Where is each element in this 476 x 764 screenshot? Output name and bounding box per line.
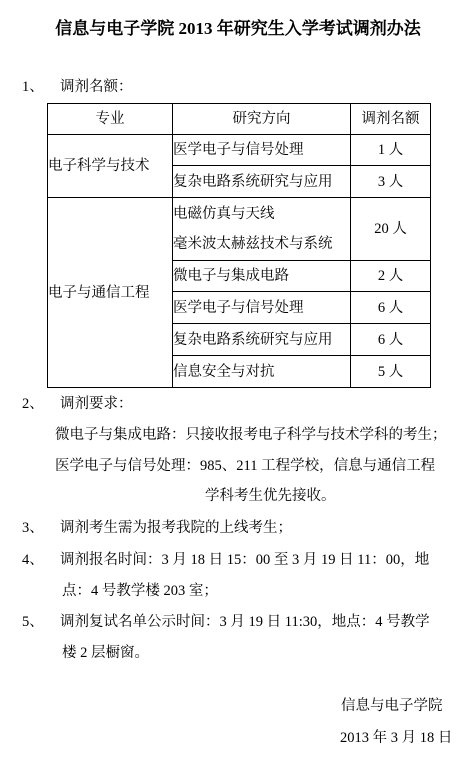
direction-cell: 医学电子与信号处理	[173, 292, 351, 324]
item-3-number: 3、	[22, 520, 44, 536]
quota-cell: 1 人	[351, 135, 431, 166]
quota-cell: 6 人	[351, 292, 431, 324]
table-row	[48, 198, 431, 261]
table-header-row	[48, 104, 431, 135]
quota-cell: 2 人	[351, 261, 431, 292]
direction-cell	[173, 198, 351, 261]
direction-cell: 信息安全与对抗	[173, 356, 351, 388]
direction-cell: 复杂电路系统研究与应用	[173, 166, 351, 198]
major-cell: 电子科学与技术	[48, 135, 173, 198]
quota-cell: 5 人	[351, 356, 431, 388]
major-cell: 电子与通信工程	[48, 198, 173, 388]
header-direction: 研究方向	[173, 104, 351, 135]
item-4-number: 4、	[22, 552, 44, 568]
header-quota: 调剂名额	[351, 104, 431, 135]
requirement-line: 微电子与集成电路：只接收报考电子科学与技术学科的考生；	[55, 427, 447, 443]
signature-date: 2013 年 3 月 18 日	[340, 730, 453, 746]
table-row	[48, 135, 431, 166]
item-2-label: 调剂要求：	[60, 396, 133, 412]
item-4-line: 点：4 号教学楼 203 室；	[62, 583, 218, 599]
item-4-line: 调剂报名时间：3 月 18 日 15：00 至 3 月 19 日 11：00，地	[60, 552, 430, 568]
direction-cell: 微电子与集成电路	[173, 261, 351, 292]
quota-cell: 3 人	[351, 166, 431, 198]
item-5-number: 5、	[22, 614, 44, 630]
item-1-number: 1、	[22, 79, 44, 95]
item-3-text: 调剂考生需为报考我院的上线考生；	[60, 520, 292, 536]
requirement-line: 医学电子与信号处理：985、211 工程学校，信息与通信工程	[55, 458, 436, 474]
item-5-line: 调剂复试名单公示时间：3 月 19 日 11:30，地点：4 号教学	[60, 614, 430, 630]
quota-table	[47, 103, 431, 388]
requirement-line: 学科考生优先接收。	[205, 488, 336, 504]
direction-cell: 医学电子与信号处理	[173, 135, 351, 166]
signature-org: 信息与电子学院	[341, 698, 443, 714]
direction-line: 电磁仿真与天线	[173, 206, 275, 222]
quota-cell: 6 人	[351, 324, 431, 356]
direction-line: 毫米波太赫兹技术与系统	[173, 236, 333, 252]
direction-cell: 复杂电路系统研究与应用	[173, 324, 351, 356]
document-title: 信息与电子学院 2013 年研究生入学考试调剂办法	[55, 19, 421, 38]
header-major: 专业	[48, 104, 173, 135]
item-1-label: 调剂名额：	[60, 79, 133, 95]
quota-cell: 20 人	[351, 198, 431, 261]
item-2-number: 2、	[22, 396, 44, 412]
item-5-line: 楼 2 层橱窗。	[62, 645, 149, 661]
